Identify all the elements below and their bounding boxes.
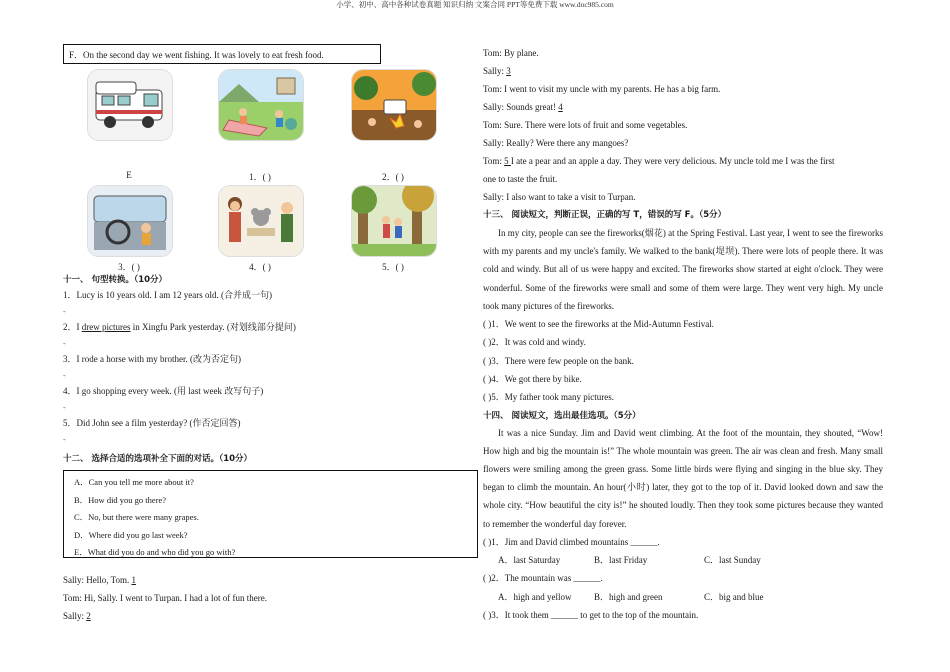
q11-2-pre: 2．I: [63, 322, 82, 332]
passage-14: It was a nice Sunday. Jim and David went climbing. At the foot of the mountain, they shouted, “Wow! How high and big the mountain is!” The whole mountain was green. The air was clean and fresh. Many small flowers were smiling among the green grass. Some little birds were flying and singing in the blue sky. They began to climb the mountain. An hour(小时) later, they got to the top of it. David looked down and saw the whole city. “How beautiful the city is!” he shouted loudly. Then they took some pictures because they wanted to remember the wonderful day forever.: [483, 427, 883, 529]
caption-5: 5．( ): [382, 262, 404, 272]
dialog-line: Tom: I went to visit my uncle with my parents. He has a big farm.: [483, 84, 721, 94]
picture-5-forest: [351, 185, 437, 257]
dialog-line: Sally: 3: [483, 66, 511, 76]
q11-4: 4．I go shopping every week. (用 last week 改写句子): [63, 386, 264, 396]
passage-13: In my city, people can see the fireworks(烟花) at the Spring Festival. Last year, I went to see the fireworks with my parents and my uncle's family. We walked to the bank(堤坝). There were lots of people there. It was cold and windy. But all of us were happy and excited. The fireworks show started at eight o'clock. They were wonderful. Some of the fireworks were small and some of them were large. They went very high. My uncle took many pictures of the fireworks.: [483, 228, 883, 311]
dialog-line: Tom: Sure. There were lots of fruit and some vegetables.: [483, 120, 688, 130]
dialog-line: Tom: 5 I ate a pear and an apple a day. They were very delicious. My uncle told me I was the first: [483, 156, 835, 166]
section-14-title: 十四、 阅读短文，选出最佳选项。（5分）: [483, 410, 641, 421]
dialog-left: [63, 571, 481, 625]
dialog-line: Tom: Hi, Sally. I went to Turpan. I had a lot of fun there.: [63, 593, 268, 603]
dialog-line: one to taste the fruit.: [483, 174, 558, 184]
dialog-line: Sally: I also want to take a visit to Turpan.: [483, 192, 636, 202]
dialog-line: Sally: 2: [63, 611, 91, 621]
q11-5: 5．Did John see a film yesterday? (作否定回答): [63, 418, 241, 428]
dialog-right: [483, 44, 883, 206]
picture-1-picnic: [218, 69, 304, 141]
option-a: A．Can you tell me more about it?: [74, 477, 194, 487]
tf-item-4: ( )4．We got there by bike.: [483, 373, 582, 384]
page-header: 小学、初中、高中各种试卷真题 知识归纳 文案合同 PPT等免费下载 www.doc985.com: [336, 0, 614, 9]
tf-item-3: ( )3．There were few people on the bank.: [483, 355, 634, 366]
option-e: E．What did you do and who did you go with?: [74, 547, 236, 557]
caption-4: 4．( ): [249, 262, 271, 272]
section-13-title: 十三、 阅读短文，判断正误，正确的写 T，错误的写 F。（5分）: [483, 210, 727, 220]
caption-1: 1．( ): [249, 172, 271, 182]
picture-2-campfire: [351, 69, 437, 141]
mc-question-2: ( )2．The mountain was ______.: [483, 573, 603, 584]
option-f-box: F．On the second day we went fishing. It was lovely to eat fresh food.: [63, 44, 381, 64]
tf-item-1: ( )1．We went to see the fireworks at the Mid-Autumn Festival.: [483, 319, 714, 330]
tf-item-5: ( )5．My father took many pictures.: [483, 392, 614, 403]
section-11-title: 十一、 句型转换。（10分）: [63, 275, 168, 285]
option-b: B．How did you go there?: [74, 494, 167, 505]
section-12-title: 十二、 选择合适的选项补全下面的对话。（10分）: [63, 454, 253, 464]
answer-line: -: [63, 403, 66, 412]
right-column: [483, 44, 883, 624]
left-column: [63, 44, 481, 625]
options-box: [63, 470, 478, 558]
option-c: C．No, but there were many grapes.: [74, 512, 199, 522]
tf-item-2: ( )2．It was cold and windy.: [483, 337, 586, 348]
dialog-line: Sally: Really? Were there any mangoes?: [483, 138, 629, 148]
q11-3: 3．I rode a horse with my brother. (改为否定句): [63, 354, 241, 364]
q11-2-post: in Xingfu Park yesterday. (对划线部分提问): [130, 322, 296, 332]
caption-3: 3．( ): [118, 262, 140, 272]
q11-1: 1．Lucy is 10 years old. I am 12 years old. (合并成一句): [63, 290, 272, 300]
dialog-line: Sally: Hello, Tom. 1: [63, 575, 136, 585]
picture-e-camper-van: [87, 69, 173, 141]
answer-line: -: [63, 371, 66, 380]
q11-2: [63, 321, 481, 334]
q11-2-underlined: drew pictures: [81, 322, 131, 332]
mc-question-1: ( )1．Jim and David climbed mountains ______.: [483, 536, 660, 547]
picture-3-car-ride: [87, 185, 173, 257]
mc-choices-2: A．high and yellow B．high and green C．big and blue: [498, 591, 764, 602]
dialog-line: Tom: By plane.: [483, 48, 539, 58]
caption-2: 2．( ): [382, 172, 404, 182]
answer-line: -: [63, 339, 66, 348]
answer-line: -: [63, 307, 66, 316]
picture-4-family-koala: [218, 185, 304, 257]
mc-question-3: ( )3．It took them ______ to get to the top of the mountain.: [483, 609, 699, 620]
option-d: D．Where did you go last week?: [74, 529, 188, 540]
dialog-line: Sally: Sounds great! 4: [483, 102, 563, 112]
caption-e: E: [126, 170, 132, 180]
picture-grid: [63, 69, 481, 272]
answer-line: -: [63, 435, 66, 444]
mc-choices-1: A．last Saturday B．last Friday C．last Sunday: [498, 555, 761, 566]
